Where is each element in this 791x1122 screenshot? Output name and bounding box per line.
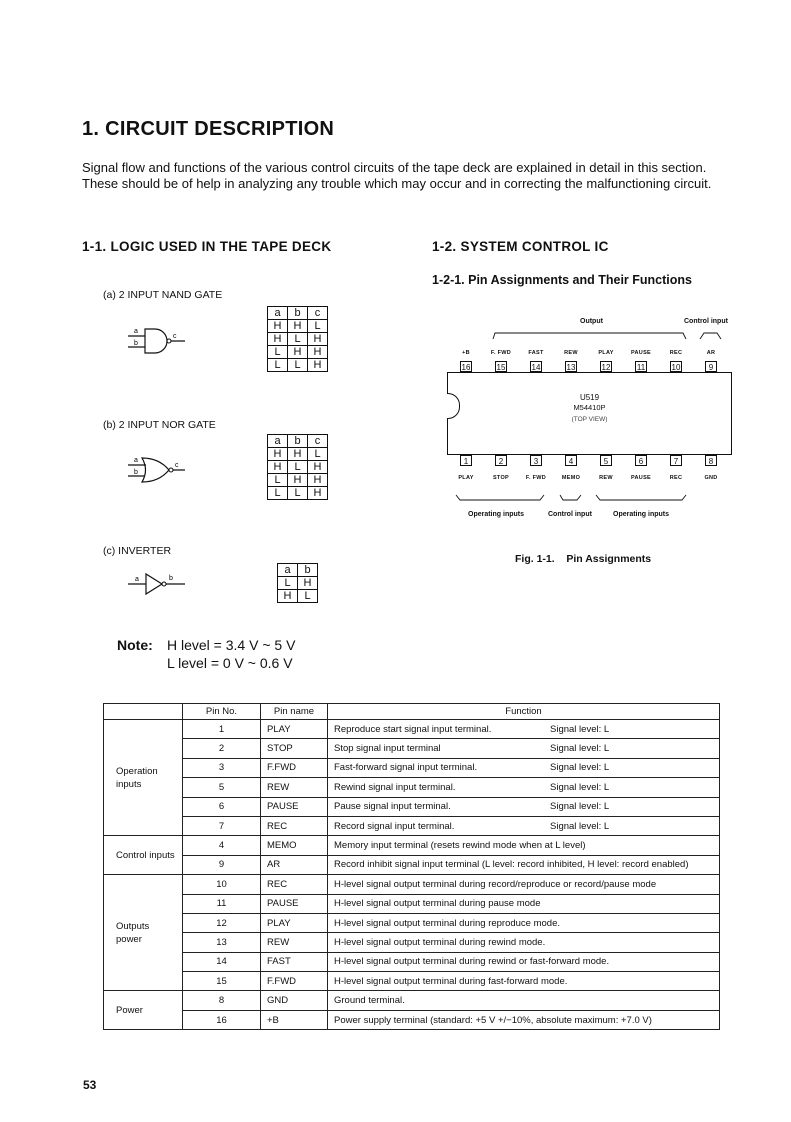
ic-pin-9: 9 [705, 361, 717, 372]
ic-pin-label: GND [704, 475, 718, 481]
truth-cell: H [308, 346, 328, 359]
truth-cell: b [288, 435, 308, 448]
signal-level: Signal level: L [550, 801, 610, 813]
header-group [104, 704, 183, 720]
ic-pin-16: 16 [461, 363, 471, 372]
ic-view: (TOP VIEW) [571, 416, 608, 423]
pin-assign-subheading: 1-2-1. Pin Assignments and Their Functions [432, 273, 692, 287]
ic-pin-label: MEMO [561, 475, 581, 481]
table-row [104, 797, 720, 816]
truth-cell: H [268, 320, 288, 333]
pin-function-table [103, 703, 720, 1030]
truth-cell: L [308, 320, 328, 333]
ic-pin-11: 11 [636, 363, 646, 372]
nand-label: (a) 2 INPUT NAND GATE [103, 289, 223, 301]
truth-cell: a [278, 564, 298, 577]
pin-function: H-level signal output terminal during pause mode [334, 898, 541, 910]
pin-name: PAUSE [261, 797, 328, 816]
truth-cell: H [308, 333, 328, 346]
pin-number: 2 [183, 739, 261, 758]
pin-name: REW [261, 778, 328, 797]
pin-number: 5 [183, 778, 261, 797]
pin-number: 10 [183, 875, 261, 894]
nor-pin-a: a [134, 457, 138, 464]
table-row [104, 1010, 720, 1029]
ic-pin-3: 3 [530, 455, 542, 466]
nor-pin-c: c [175, 462, 179, 469]
table-row [104, 720, 720, 739]
signal-level: Signal level: L [550, 723, 610, 735]
ic-pin-1: 1 [460, 455, 472, 466]
pin-function-cell [328, 758, 720, 777]
group-output: Output [580, 318, 603, 325]
group-control-top: Control input [684, 318, 728, 325]
truth-cell: H [288, 448, 308, 461]
pin-function-cell [328, 933, 720, 952]
pin-function-cell [328, 894, 720, 913]
truth-cell: c [308, 307, 328, 320]
ic-pin-10: 10 [671, 363, 681, 372]
ic-pin-label: PAUSE [630, 475, 652, 481]
truth-cell: a [268, 435, 288, 448]
pin-function-cell [328, 836, 720, 855]
pin-function: Record signal input terminal. [334, 820, 455, 832]
ic-pin-12: 12 [601, 363, 611, 372]
signal-level: Signal level: L [550, 820, 610, 832]
pin-number: 14 [183, 952, 261, 971]
table-row [104, 816, 720, 835]
pin-function-cell [328, 913, 720, 932]
pin-function: Reproduce start signal input terminal. [334, 723, 492, 735]
group-name: Control inputs [104, 836, 183, 875]
signal-level: Signal level: L [550, 743, 610, 755]
pin-function-cell [328, 952, 720, 971]
inverter-pin-b: b [169, 575, 173, 582]
l-level: L level = 0 V ~ 0.6 V [167, 655, 293, 671]
pin-function: Memory input terminal (resets rewind mode when at L level) [334, 840, 586, 852]
nand-pin-b: b [134, 340, 138, 347]
truth-cell: H [268, 461, 288, 474]
truth-cell: L [268, 474, 288, 487]
ic-pin-label: PAUSE [630, 350, 652, 356]
ic-pin-label: +B [462, 350, 470, 356]
truth-cell: H [278, 590, 298, 603]
truth-cell: H [268, 333, 288, 346]
intro-paragraph: Signal flow and functions of the various control circuits of the tape deck are explained in detail in this section. These should be of help in analyzing any trouble which may occur and in correcting the malfunctioning circuit. [82, 160, 712, 191]
header-pin-name: Pin name [261, 704, 328, 720]
truth-cell: H [298, 577, 318, 590]
header-function: Function [328, 704, 720, 720]
truth-cell: H [288, 346, 308, 359]
pin-function: H-level signal output terminal during record/reproduce or record/pause mode [334, 878, 657, 890]
pin-name: F.FWD [261, 972, 328, 991]
truth-cell: H [288, 474, 308, 487]
ic-pin-2: 2 [495, 455, 507, 466]
pin-number: 4 [183, 836, 261, 855]
table-row [104, 972, 720, 991]
nor-pin-b: b [134, 469, 138, 476]
pin-number: 13 [183, 933, 261, 952]
group-control-bottom: Control input [548, 511, 592, 518]
ic-pin-label: PLAY [458, 475, 474, 481]
pin-name: FAST [261, 952, 328, 971]
nand-pin-a: a [134, 328, 138, 335]
figure-caption: Fig. 1-1. Pin Assignments [515, 553, 652, 565]
ic-pin-label: FAST [528, 350, 544, 356]
pin-function: Record inhibit signal input terminal (L level: record inhibited, H level: record enabled) [334, 859, 689, 871]
pin-number: 16 [183, 1010, 261, 1029]
pin-function: Fast-forward signal input terminal. [334, 762, 478, 774]
level-note [117, 636, 295, 672]
truth-cell: L [288, 359, 308, 372]
signal-level: Signal level: L [550, 762, 610, 774]
group-name: Operation inputs [104, 720, 183, 836]
table-row [104, 894, 720, 913]
truth-cell: L [268, 487, 288, 500]
truth-cell: H [308, 487, 328, 500]
pin-name: REC [261, 816, 328, 835]
truth-cell: L [268, 359, 288, 372]
ic-pin-15: 15 [496, 363, 506, 372]
table-row [104, 758, 720, 777]
ic-pin-label: REW [564, 350, 578, 356]
pin-function: H-level signal output terminal during reproduce mode. [334, 917, 561, 929]
pin-function: Rewind signal input terminal. [334, 781, 456, 793]
table-row [104, 991, 720, 1010]
truth-cell: H [288, 320, 308, 333]
pin-name: PAUSE [261, 894, 328, 913]
pin-function-cell [328, 720, 720, 739]
pin-name: GND [261, 991, 328, 1010]
table-row [104, 952, 720, 971]
pin-number: 8 [183, 991, 261, 1010]
pin-function-cell [328, 875, 720, 894]
nor-label: (b) 2 INPUT NOR GATE [103, 419, 216, 431]
truth-cell: L [268, 346, 288, 359]
truth-cell: L [278, 577, 298, 590]
pin-function-cell [328, 1010, 720, 1029]
ic-pin-label: PLAY [598, 350, 614, 356]
truth-cell: L [288, 461, 308, 474]
pin-name: +B [261, 1010, 328, 1029]
ic-pin-label: STOP [492, 475, 510, 481]
truth-cell: b [298, 564, 318, 577]
pin-function-cell [328, 991, 720, 1010]
header-pin-no: Pin No. [183, 704, 261, 720]
ic-pin-label: REW [599, 475, 613, 481]
truth-cell: H [308, 474, 328, 487]
ic-pin-label: F. FWD [490, 350, 512, 356]
pin-function: H-level signal output terminal during fast-forward mode. [334, 975, 568, 987]
ic-pin-label: F. FWD [525, 475, 547, 481]
ic-pin-5: 5 [600, 455, 612, 466]
table-row [104, 913, 720, 932]
truth-cell: a [268, 307, 288, 320]
pin-number: 7 [183, 816, 261, 835]
ic-ref: U519 [579, 393, 600, 402]
signal-level: Signal level: L [550, 781, 610, 793]
pin-function: Pause signal input terminal. [334, 801, 451, 813]
truth-cell: b [288, 307, 308, 320]
pin-number: 12 [183, 913, 261, 932]
table-row [104, 836, 720, 855]
table-row [104, 739, 720, 758]
pin-name: REC [261, 875, 328, 894]
truth-cell: L [288, 333, 308, 346]
logic-heading: 1-1. LOGIC USED IN THE TAPE DECK [82, 239, 332, 254]
ic-pin-label: REC [669, 475, 683, 481]
ic-pin-8: 8 [705, 455, 717, 466]
truth-cell: L [298, 590, 318, 603]
table-row [104, 778, 720, 797]
truth-cell: H [308, 461, 328, 474]
pin-name: PLAY [261, 720, 328, 739]
pin-function-cell [328, 778, 720, 797]
nand-pin-c: c [173, 333, 177, 340]
pin-function: H-level signal output terminal during rewind mode. [334, 936, 546, 948]
pin-number: 9 [183, 855, 261, 874]
truth-cell: c [308, 435, 328, 448]
ic-part: M54410P [573, 403, 606, 412]
table-row [104, 875, 720, 894]
system-heading: 1-2. SYSTEM CONTROL IC [432, 239, 609, 254]
group-operating-left: Operating inputs [468, 511, 524, 518]
page-number: 53 [83, 1078, 97, 1092]
pin-number: 15 [183, 972, 261, 991]
truth-cell: L [288, 487, 308, 500]
ic-body [447, 372, 732, 455]
page-title: 1. CIRCUIT DESCRIPTION [82, 118, 335, 140]
pin-name: PLAY [261, 913, 328, 932]
note-label: Note: [117, 637, 153, 653]
pin-name: REW [261, 933, 328, 952]
truth-cell: H [308, 359, 328, 372]
group-operating-right: Operating inputs [613, 511, 669, 518]
inverter-pin-a: a [135, 576, 139, 583]
inverter-label: (c) INVERTER [103, 545, 172, 557]
truth-cell: L [308, 448, 328, 461]
ic-pin-4: 4 [565, 455, 577, 466]
pin-function-cell [328, 739, 720, 758]
h-level: H level = 3.4 V ~ 5 V [167, 637, 296, 653]
table-row [104, 933, 720, 952]
truth-cell: H [268, 448, 288, 461]
pin-name: STOP [261, 739, 328, 758]
pin-number: 3 [183, 758, 261, 777]
group-name: Power [104, 991, 183, 1030]
ic-pin-7: 7 [670, 455, 682, 466]
pin-function-cell [328, 797, 720, 816]
pin-function: Power supply terminal (standard: +5 V +/−10%, absolute maximum: +7.0 V) [334, 1014, 652, 1026]
pin-function-cell [328, 855, 720, 874]
pin-number: 11 [183, 894, 261, 913]
pin-name: MEMO [261, 836, 328, 855]
pin-function-cell [328, 816, 720, 835]
ic-pin-label: REC [669, 350, 683, 356]
pin-number: 1 [183, 720, 261, 739]
ic-pin-6: 6 [635, 455, 647, 466]
pin-name: AR [261, 855, 328, 874]
pin-function: H-level signal output terminal during rewind or fast-forward mode. [334, 956, 610, 968]
pin-name: F.FWD [261, 758, 328, 777]
table-row [104, 855, 720, 874]
ic-pin-label: AR [706, 350, 716, 356]
ic-pin-13: 13 [566, 363, 576, 372]
pin-function-cell [328, 972, 720, 991]
ic-pin-14: 14 [531, 363, 541, 372]
pin-function: Stop signal input terminal [334, 743, 441, 755]
pin-function: Ground terminal. [334, 995, 405, 1007]
group-name: Outputs power [104, 875, 183, 991]
pin-number: 6 [183, 797, 261, 816]
